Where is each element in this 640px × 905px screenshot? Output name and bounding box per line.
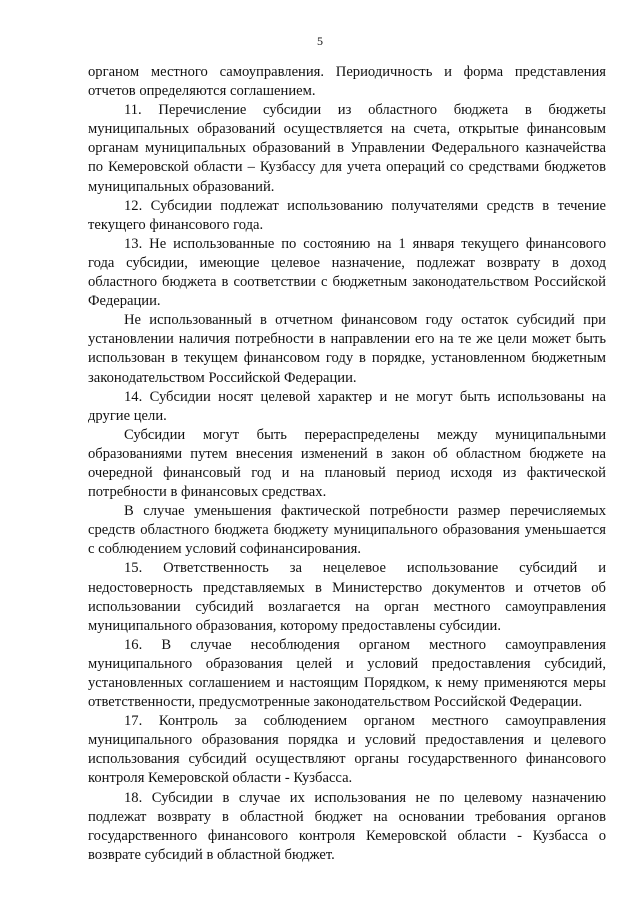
paragraph-14: 14. Субсидии носят целевой характер и не могут быть использованы на другие цели. [88, 388, 606, 424]
paragraph-continuation: органом местного самоуправления. Периодичность и форма представления отчетов определяются соглашением. [88, 64, 606, 100]
paragraph-11: 11. Перечисление субсидии из областного бюджета в бюджеты муниципальных образований осуществляется на счета, открытые финансовым органам муниципальных образований в Управлении Федерального казначейства по Кемеровской области – Кузбассу для учета операций со средствами бюджетов муниципальных образований. [88, 102, 606, 195]
paragraph-18: 18. Субсидии в случае их использования не по целевому назначению подлежат возврату в областной бюджет на основании требования органов государственного финансового контроля Кемеровской области - Кузбасса о возврате субсидий в областной бюджет. [88, 789, 606, 863]
paragraph-13-continued: Не использованный в отчетном финансовом году остаток субсидий при установлении наличия потребности в направлении его на те же цели может быть использован в текущем финансовом году в порядке, установленном бюджетным законодательством Российской Федерации. [88, 312, 606, 386]
page-number: 5 [317, 34, 323, 48]
paragraph-12: 12. Субсидии подлежат использованию получателями средств в течение текущего финансового года. [88, 197, 606, 233]
document-body [88, 63, 606, 865]
paragraph-14-reduction: В случае уменьшения фактической потребности размер перечисляемых средств областного бюджета бюджету муниципального образования уменьшается с соблюдением условий софинансирования. [88, 503, 606, 558]
paragraph-15: 15. Ответственность за нецелевое использование субсидий и недостоверность представляемых в Министерство документов и отчетов об использовании субсидий возлагается на орган местного самоуправления муниципального образования, которому предоставлены субсидии. [88, 560, 606, 634]
paragraph-17: 17. Контроль за соблюдением органом местного самоуправления муниципального образования порядка и условий предоставления и целевого использования субсидий осуществляют органы государственного финансового контроля Кемеровской области - Кузбасса. [88, 713, 606, 787]
paragraph-13: 13. Не использованные по состоянию на 1 января текущего финансового года субсидии, имеющие целевое назначение, подлежат возврату в доход областного бюджета в соответствии с бюджетным законодательством Российской Федерации. [88, 235, 606, 310]
paragraph-14-redistribution: Субсидии могут быть перераспределены между муниципальными образованиями путем внесения изменений в закон об областном бюджете на очередной финансовый год и на плановый период исходя из фактической потребности в финансовых средствах. [88, 426, 606, 501]
paragraph-16: 16. В случае несоблюдения органом местного самоуправления муниципального образования целей и условий предоставления субсидий, установленных соглашением и настоящим Порядком, к нему применяются меры ответственности, предусмотренные законодательством Российской Федерации. [88, 636, 606, 711]
